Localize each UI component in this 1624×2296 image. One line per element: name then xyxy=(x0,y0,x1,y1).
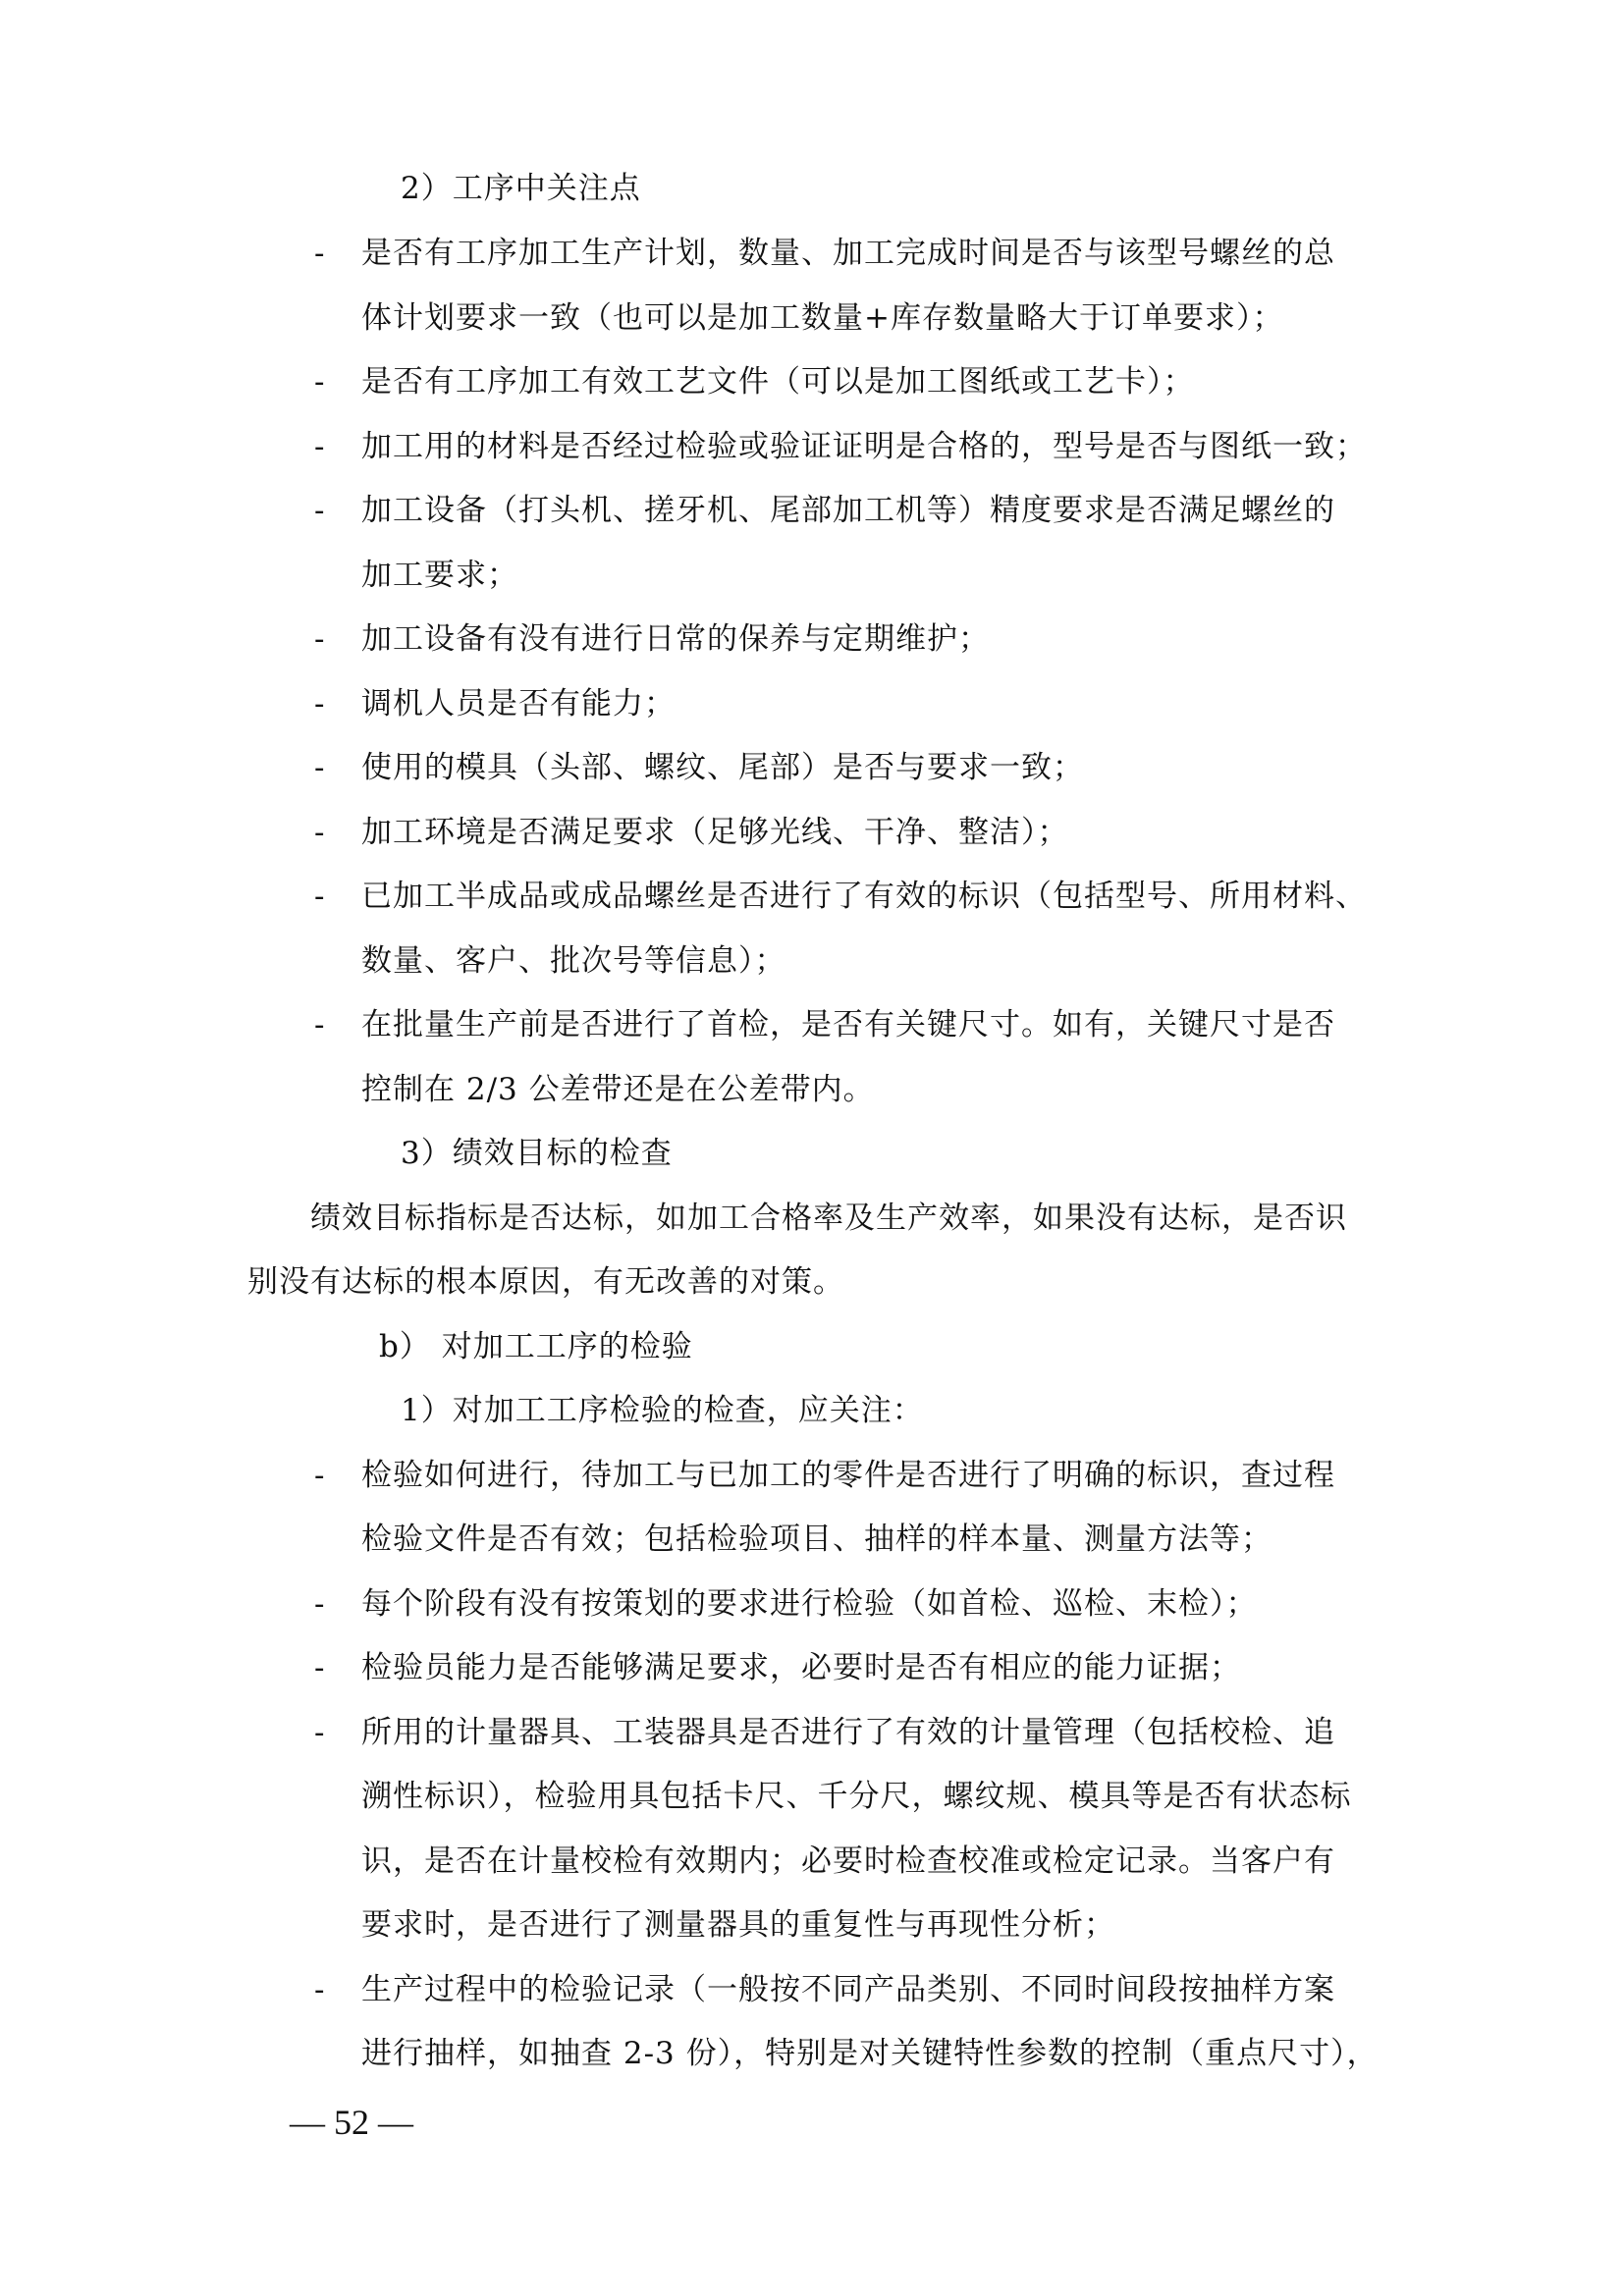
list-bullet: - xyxy=(314,1458,325,1493)
list-bullet: - xyxy=(314,879,325,914)
list-item-line: 溯性标识），检验用具包括卡尺、千分尺，螺纹规、模具等是否有状态标 xyxy=(361,1779,1352,1814)
list-item-line: 已加工半成品或成品螺丝是否进行了有效的标识（包括型号、所用材料、 xyxy=(361,879,1367,914)
list-item-line: 每个阶段有没有按策划的要求进行检验（如首检、巡检、末检）； xyxy=(361,1586,1258,1622)
paragraph-line: 绩效目标指标是否达标，如加工合格率及生产效率，如果没有达标，是否识 xyxy=(310,1201,1347,1236)
list-item-line: 所用的计量器具、工装器具是否进行了有效的计量管理（包括校检、追 xyxy=(361,1715,1335,1750)
list-bullet: - xyxy=(314,493,325,528)
list-item-line: 数量、客户、批次号等信息）； xyxy=(361,943,786,979)
list-item-line: 生产过程中的检验记录（一般按不同产品类别、不同时间段按抽样方案 xyxy=(361,1972,1335,2007)
list-item-line: 加工环境是否满足要求（足够光线、干净、整洁）； xyxy=(361,815,1069,850)
list-item-line: 加工设备（打头机、搓牙机、尾部加工机等）精度要求是否满足螺丝的 xyxy=(361,493,1335,528)
list-bullet: - xyxy=(314,429,325,464)
list-item-line: 控制在 2/3 公差带还是在公差带内。 xyxy=(361,1072,875,1107)
list-item-line: 加工用的材料是否经过检验或验证证明是合格的，型号是否与图纸一致； xyxy=(361,429,1367,464)
list-item-line: 检验文件是否有效；包括检验项目、抽样的样本量、测量方法等； xyxy=(361,1522,1272,1557)
list-item-line: 加工要求； xyxy=(361,558,518,593)
list-item-line: 要求时，是否进行了测量器具的重复性与再现性分析； xyxy=(361,1907,1115,1943)
list-bullet: - xyxy=(314,236,325,271)
list-bullet: - xyxy=(314,1650,325,1685)
section-b-heading: b） 对加工工序的检验 xyxy=(379,1329,693,1364)
section-3-heading: 3）绩效目标的检查 xyxy=(401,1136,673,1171)
list-bullet: - xyxy=(314,686,325,721)
list-item-line: 识，是否在计量校检有效期内；必要时检查校准或检定记录。当客户有 xyxy=(361,1843,1335,1879)
list-item-line: 体计划要求一致（也可以是加工数量+库存数量略大于订单要求）； xyxy=(361,300,1284,336)
paragraph-line: 别没有达标的根本原因，有无改善的对策。 xyxy=(247,1264,844,1300)
list-bullet: - xyxy=(314,1972,325,2007)
list-item-line: 使用的模具（头部、螺纹、尾部）是否与要求一致； xyxy=(361,750,1084,785)
list-item-line: 检验如何进行，待加工与已加工的零件是否进行了明确的标识，查过程 xyxy=(361,1458,1335,1493)
list-item-line: 是否有工序加工有效工艺文件（可以是加工图纸或工艺卡）； xyxy=(361,364,1195,400)
list-bullet: - xyxy=(314,1007,325,1042)
list-item-line: 是否有工序加工生产计划，数量、加工完成时间是否与该型号螺丝的总 xyxy=(361,236,1335,271)
list-item-line: 在批量生产前是否进行了首检，是否有关键尺寸。如有，关键尺寸是否 xyxy=(361,1007,1335,1042)
list-bullet: - xyxy=(314,750,325,785)
list-bullet: - xyxy=(314,621,325,657)
list-item-line: 检验员能力是否能够满足要求，必要时是否有相应的能力证据； xyxy=(361,1650,1241,1685)
list-bullet: - xyxy=(314,364,325,400)
page-number: — 52 — xyxy=(290,2103,413,2142)
list-item-line: 调机人员是否有能力； xyxy=(361,686,676,721)
list-bullet: - xyxy=(314,1715,325,1750)
list-item-line: 进行抽样，如抽查 2-3 份），特别是对关键特性参数的控制（重点尺寸）， xyxy=(361,2036,1379,2071)
section-b-subheading: 1）对加工工序检验的检查，应关注： xyxy=(401,1393,924,1428)
list-bullet: - xyxy=(314,815,325,850)
section-2-heading: 2）工序中关注点 xyxy=(401,171,641,206)
list-bullet: - xyxy=(314,1586,325,1622)
list-item-line: 加工设备有没有进行日常的保养与定期维护； xyxy=(361,621,990,657)
